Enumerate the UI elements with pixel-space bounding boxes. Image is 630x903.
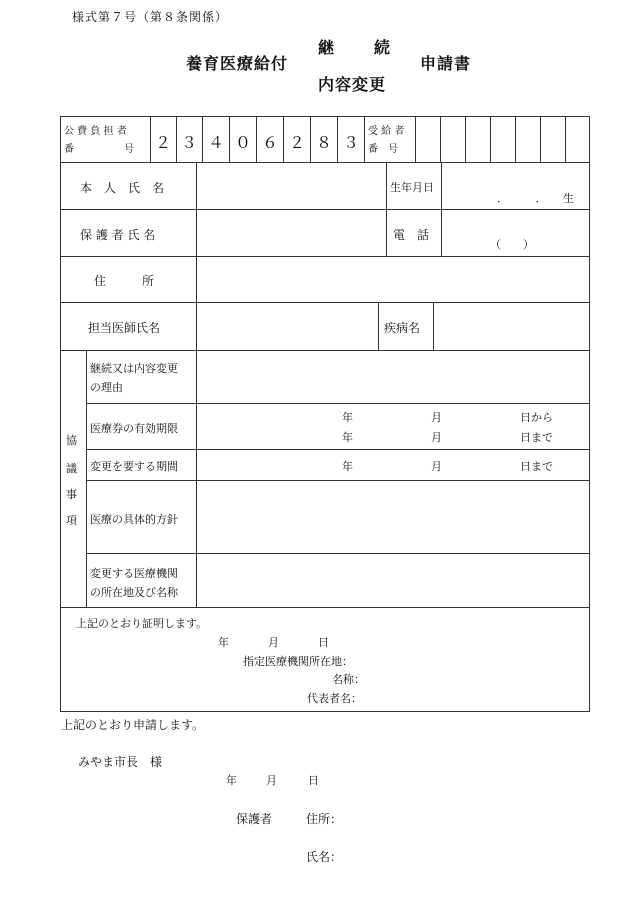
col-divider <box>490 116 491 162</box>
col-divider <box>386 162 387 256</box>
period-day: 日まで <box>520 460 553 473</box>
new-facility-label: 変更する医療機関 <box>90 567 178 580</box>
row-divider <box>60 350 590 351</box>
col-divider <box>415 116 416 162</box>
title-suffix: 申請書 <box>420 54 472 73</box>
title-main: 養育医療給付 <box>186 54 289 73</box>
dob-value: ． ． 生 <box>497 192 574 205</box>
payer-digit: ６ <box>261 133 278 152</box>
row-divider <box>60 162 590 163</box>
change-reason-label: 継続又は内容変更 <box>90 362 178 375</box>
col-divider <box>565 116 566 162</box>
treatment-policy-label: 医療の具体的方針 <box>90 513 178 526</box>
col-divider <box>440 116 441 162</box>
recipient-number-label: 受 給 者 <box>368 126 405 137</box>
row-divider <box>86 403 590 404</box>
form-number: 様式第７号（第８条関係） <box>72 10 229 24</box>
col-divider <box>540 116 541 162</box>
representative-label: 代表者名： <box>307 692 362 705</box>
apply-day: 日 <box>308 774 319 787</box>
disease-label: 疾病名 <box>384 321 421 335</box>
col-divider <box>364 116 365 162</box>
apply-guardian-label: 保護者 <box>236 812 273 826</box>
row-divider <box>86 553 590 554</box>
col-divider <box>86 350 87 607</box>
row-divider <box>60 607 590 608</box>
validity-to-day: 日まで <box>520 431 553 444</box>
period-month: 月 <box>431 460 442 473</box>
validity-to-month: 月 <box>431 431 442 444</box>
facility-name-label: 名称： <box>332 673 365 686</box>
change-reason-label-2: の理由 <box>90 381 123 394</box>
col-divider <box>378 302 379 350</box>
apply-year: 年 <box>226 774 237 787</box>
col-divider <box>196 162 197 350</box>
row-divider <box>60 302 590 303</box>
consult-group-label: 議 <box>66 462 77 475</box>
payer-digit: ８ <box>315 133 332 152</box>
title-option-change: 内容変更 <box>318 75 387 94</box>
address-label: 住 所 <box>94 274 155 288</box>
validity-from-month: 月 <box>431 411 442 424</box>
facility-address-label: 指定医療機関所在地： <box>243 655 353 668</box>
consult-group-label: 事 <box>66 488 77 501</box>
validity-from-year: 年 <box>342 411 353 424</box>
phone-value: （ ） <box>490 238 534 251</box>
payer-digit: ２ <box>154 133 171 152</box>
payer-number-label-2: 番 号 <box>64 144 134 155</box>
certify-month: 月 <box>268 636 279 649</box>
col-divider <box>196 350 197 607</box>
validity-from-day: 日から <box>520 411 553 424</box>
apply-month: 月 <box>266 774 277 787</box>
col-divider <box>515 116 516 162</box>
phone-label: 電 話 <box>393 228 430 242</box>
dob-label: 生年月日 <box>390 181 434 194</box>
consult-group-label: 項 <box>66 514 77 527</box>
row-divider <box>60 209 590 210</box>
apply-address-label: 住所： <box>306 812 343 826</box>
payer-digit: ３ <box>342 133 359 152</box>
recipient-number-label-2: 番 号 <box>368 144 398 155</box>
change-period-label: 変更を要する期間 <box>90 460 178 473</box>
period-year: 年 <box>342 460 353 473</box>
col-divider <box>441 162 442 256</box>
doctor-name-label: 担当医師氏名 <box>88 321 161 335</box>
validity-to-year: 年 <box>342 431 353 444</box>
guardian-name-label: 保 護 者 氏 名 <box>80 228 156 242</box>
new-facility-label-2: の所在地及び名称 <box>90 586 178 599</box>
title-option-continue: 継 続 <box>318 38 403 57</box>
row-divider <box>86 480 590 481</box>
certify-year: 年 <box>218 636 229 649</box>
certify-day: 日 <box>318 636 329 649</box>
payer-digit: ３ <box>180 133 197 152</box>
row-divider <box>86 449 590 450</box>
name-label: 本 人 氏 名 <box>80 181 165 195</box>
payer-number-label: 公 費 負 担 者 <box>64 126 127 137</box>
col-divider <box>465 116 466 162</box>
payer-digit: ２ <box>288 133 305 152</box>
consult-group-label: 協 <box>66 434 77 447</box>
col-divider <box>433 302 434 350</box>
addressee: みやま市長 様 <box>78 755 163 769</box>
validity-label: 医療券の有効期限 <box>90 422 178 435</box>
apply-name-label: 氏名： <box>306 850 343 864</box>
row-divider <box>60 256 590 257</box>
apply-statement: 上記のとおり申請します。 <box>61 718 205 732</box>
payer-digit: ０ <box>234 133 251 152</box>
certify-statement: 上記のとおり証明します。 <box>76 617 208 630</box>
payer-digit: ４ <box>207 133 224 152</box>
